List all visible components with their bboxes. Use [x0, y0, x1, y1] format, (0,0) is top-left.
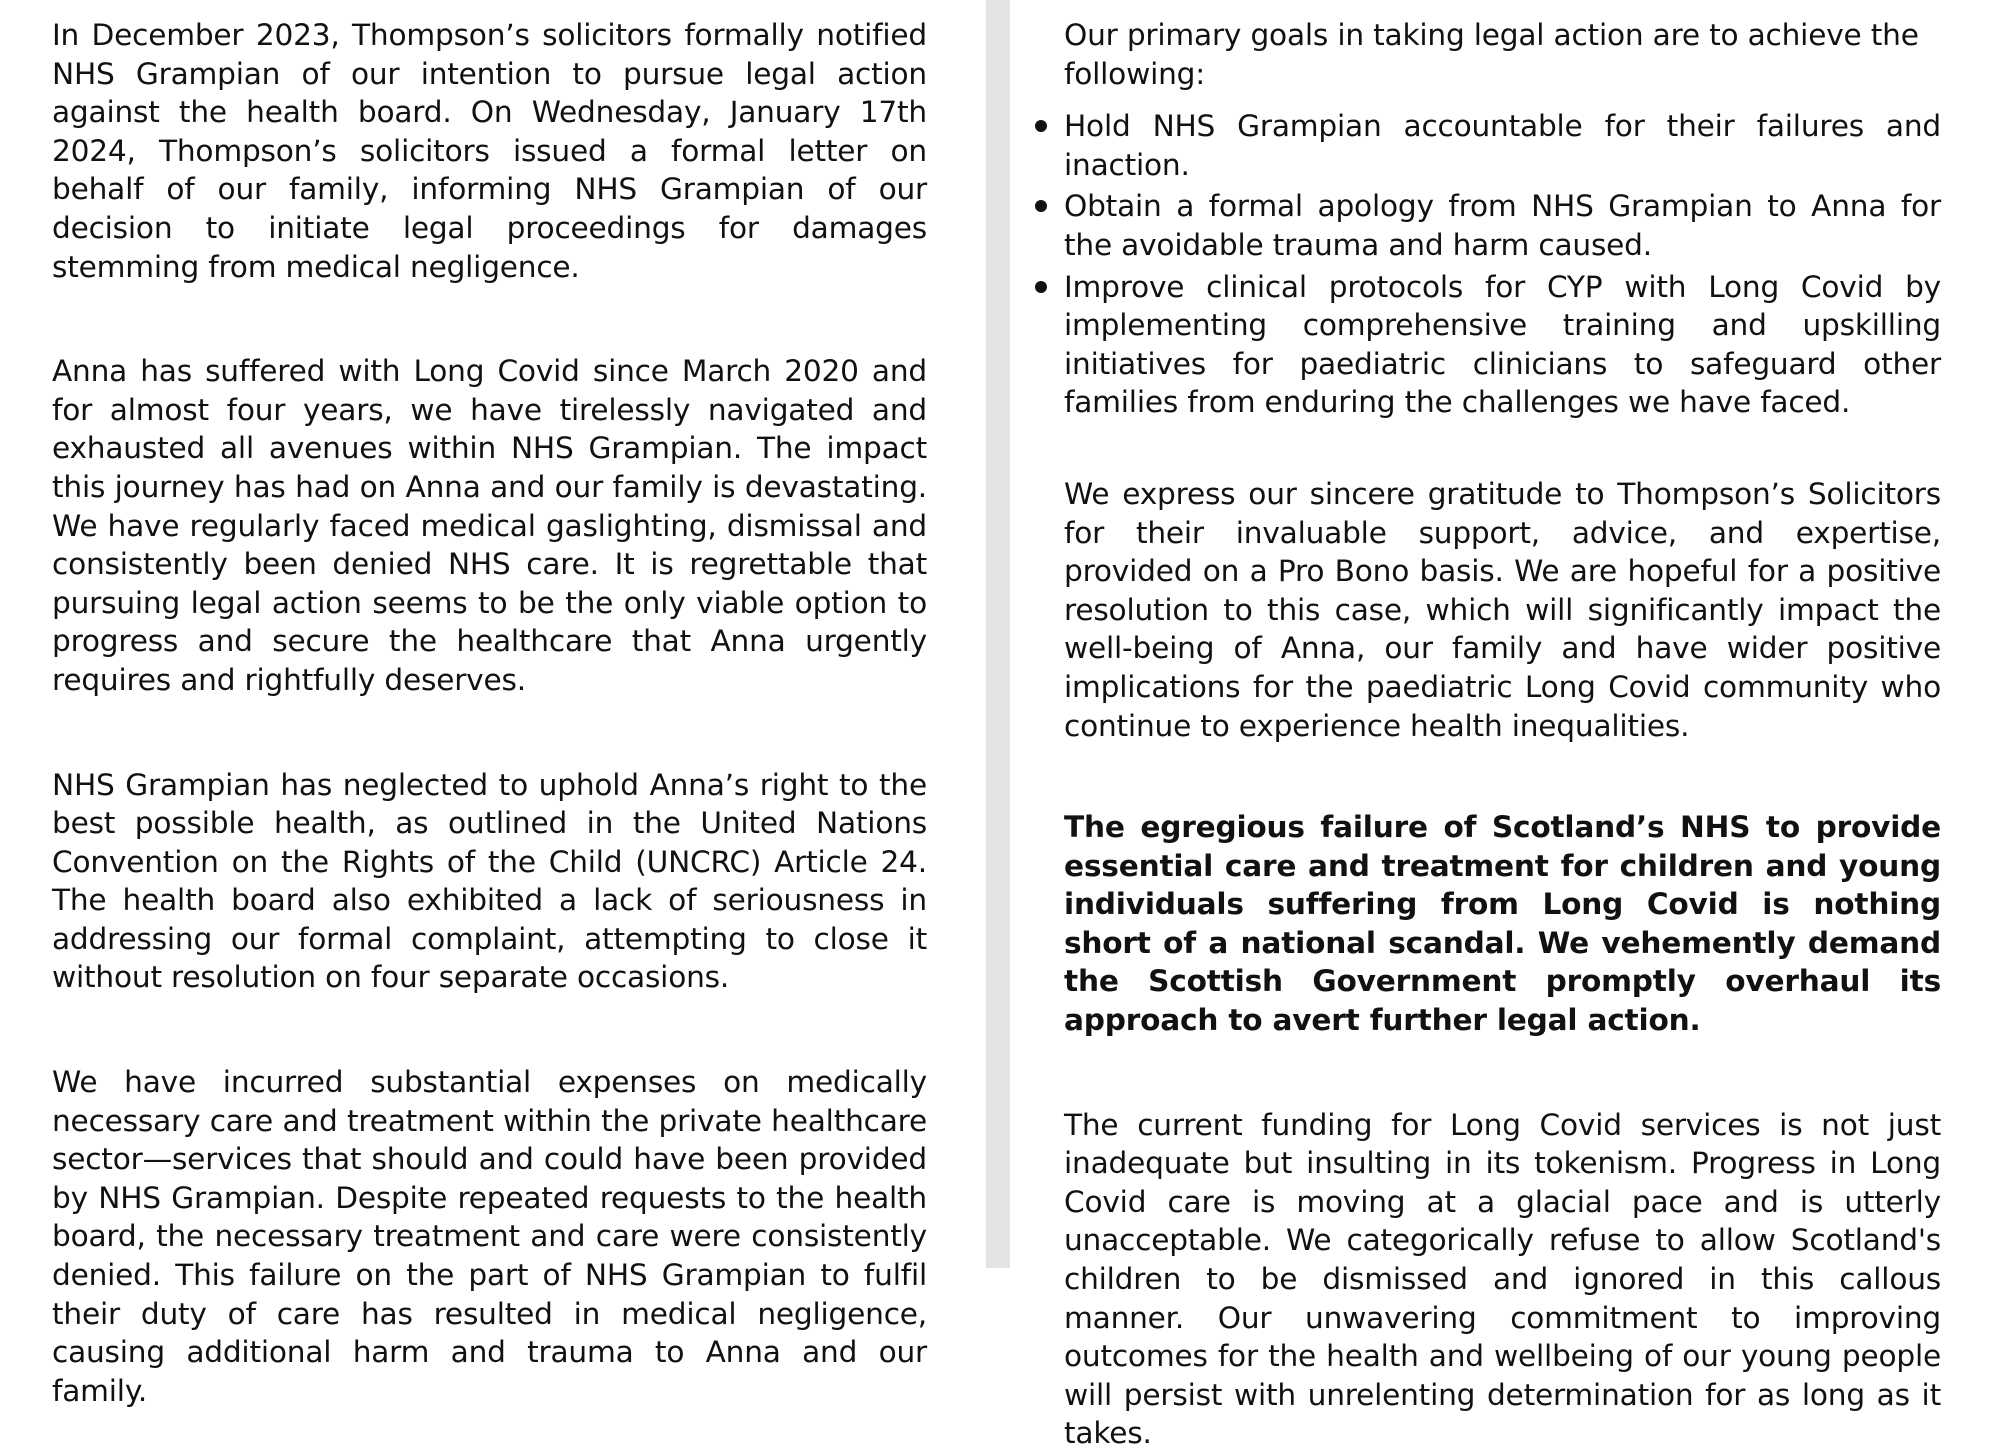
- paragraph-private-expenses: We have incurred substantial expenses on medically necessary care and treatment within the private healthcare sector—services that should and could have been provided by NHS Grampian. Despite repeated requests to the health board, the necessary treatment and care were consistently denied. This failure on the part of NHS Grampian to fulfil their duty of care has resulted in medical negligence, causing additional harm and trauma to Anna and our family.: [52, 1065, 927, 1408]
- goals-list: [1064, 107, 1941, 422]
- goal-list-item: [1064, 187, 1941, 264]
- goal-list-item: [1064, 107, 1941, 184]
- page-gutter: [986, 0, 1010, 1268]
- goals-intro: Our primary goals in taking legal action are to achieve the following:: [1064, 18, 1919, 91]
- paragraph-funding: The current funding for Long Covid services is not just inadequate but insulting in its tokenism. Progress in Long Covid care is moving at a glacial pace and is utterly unacceptable. We categorically refuse to allow Scotland's children to be dismissed and ignored in this callous manner. Our unwavering commitment to improving outcomes for the health and wellbeing of our young people will persist with unrelenting determination for as long as it takes.: [1064, 1107, 1941, 1451]
- goal-text: Obtain a formal apology from NHS Grampian to Anna for the avoidable trauma and harm caused.: [1064, 189, 1941, 262]
- paragraph-legal-notice: In December 2023, Thompson’s solicitors formally notified NHS Grampian of our intention to pursue legal action against the health board. On Wednesday, January 17th 2024, Thompson’s solicitors issued a formal letter on behalf of our family, informing NHS Grampian of our decision to initiate legal proceedings for damages stemming from medical negligence.: [52, 18, 927, 284]
- paragraph-gratitude: We express our sincere gratitude to Thompson’s Solicitors for their invaluable support, advice, and expertise, provided on a Pro Bono basis. We are hopeful for a positive resolution to this case, which will significantly impact the well-being of Anna, our family and have wider positive implications for the paediatric Long Covid community who continue to experience health inequalities.: [1064, 476, 1941, 743]
- document-page-left: [0, 0, 986, 1408]
- goal-text: Hold NHS Grampian accountable for their failures and inaction.: [1064, 109, 1941, 182]
- left-text-column: [52, 16, 927, 1410]
- goal-text: Improve clinical protocols for CYP with Long Covid by implementing comprehensive training and upskilling initiatives for paediatric clinicians to safeguard other families from enduring the challenges we have faced.: [1064, 269, 1941, 420]
- document-page-right: [1010, 0, 2001, 1451]
- bullet-icon: [1035, 281, 1047, 293]
- bullet-icon: [1035, 200, 1047, 212]
- bullet-icon: [1035, 120, 1047, 132]
- paragraph-bold-statement: The egregious failure of Scotland’s NHS to provide essential care and treatment for children and young individuals suffering from Long Covid is nothing short of a national scandal. We vehemently demand the Scottish Government promptly overhaul its approach to avert further legal action.: [1064, 810, 1941, 1038]
- paragraph-uncrc-rights: NHS Grampian has neglected to uphold Anna’s right to the best possible health, as outlined in the United Nations Convention on the Rights of the Child (UNCRC) Article 24. The health board also exhibited a lack of seriousness in addressing our formal complaint, attempting to close it without resolution on four separate occasions.: [52, 767, 927, 995]
- goal-list-item: [1064, 268, 1941, 422]
- paragraph-long-covid-history: Anna has suffered with Long Covid since March 2020 and for almost four years, we have tirelessly navigated and exhausted all avenues within NHS Grampian. The impact this journey has had on Anna and our family is devastating. We have regularly faced medical gaslighting, dismissal and consistently been denied NHS care. It is regrettable that pursuing legal action seems to be the only viable option to progress and secure the healthcare that Anna urgently requires and rightfully deserves.: [52, 354, 927, 697]
- right-text-column: [1064, 16, 1941, 1453]
